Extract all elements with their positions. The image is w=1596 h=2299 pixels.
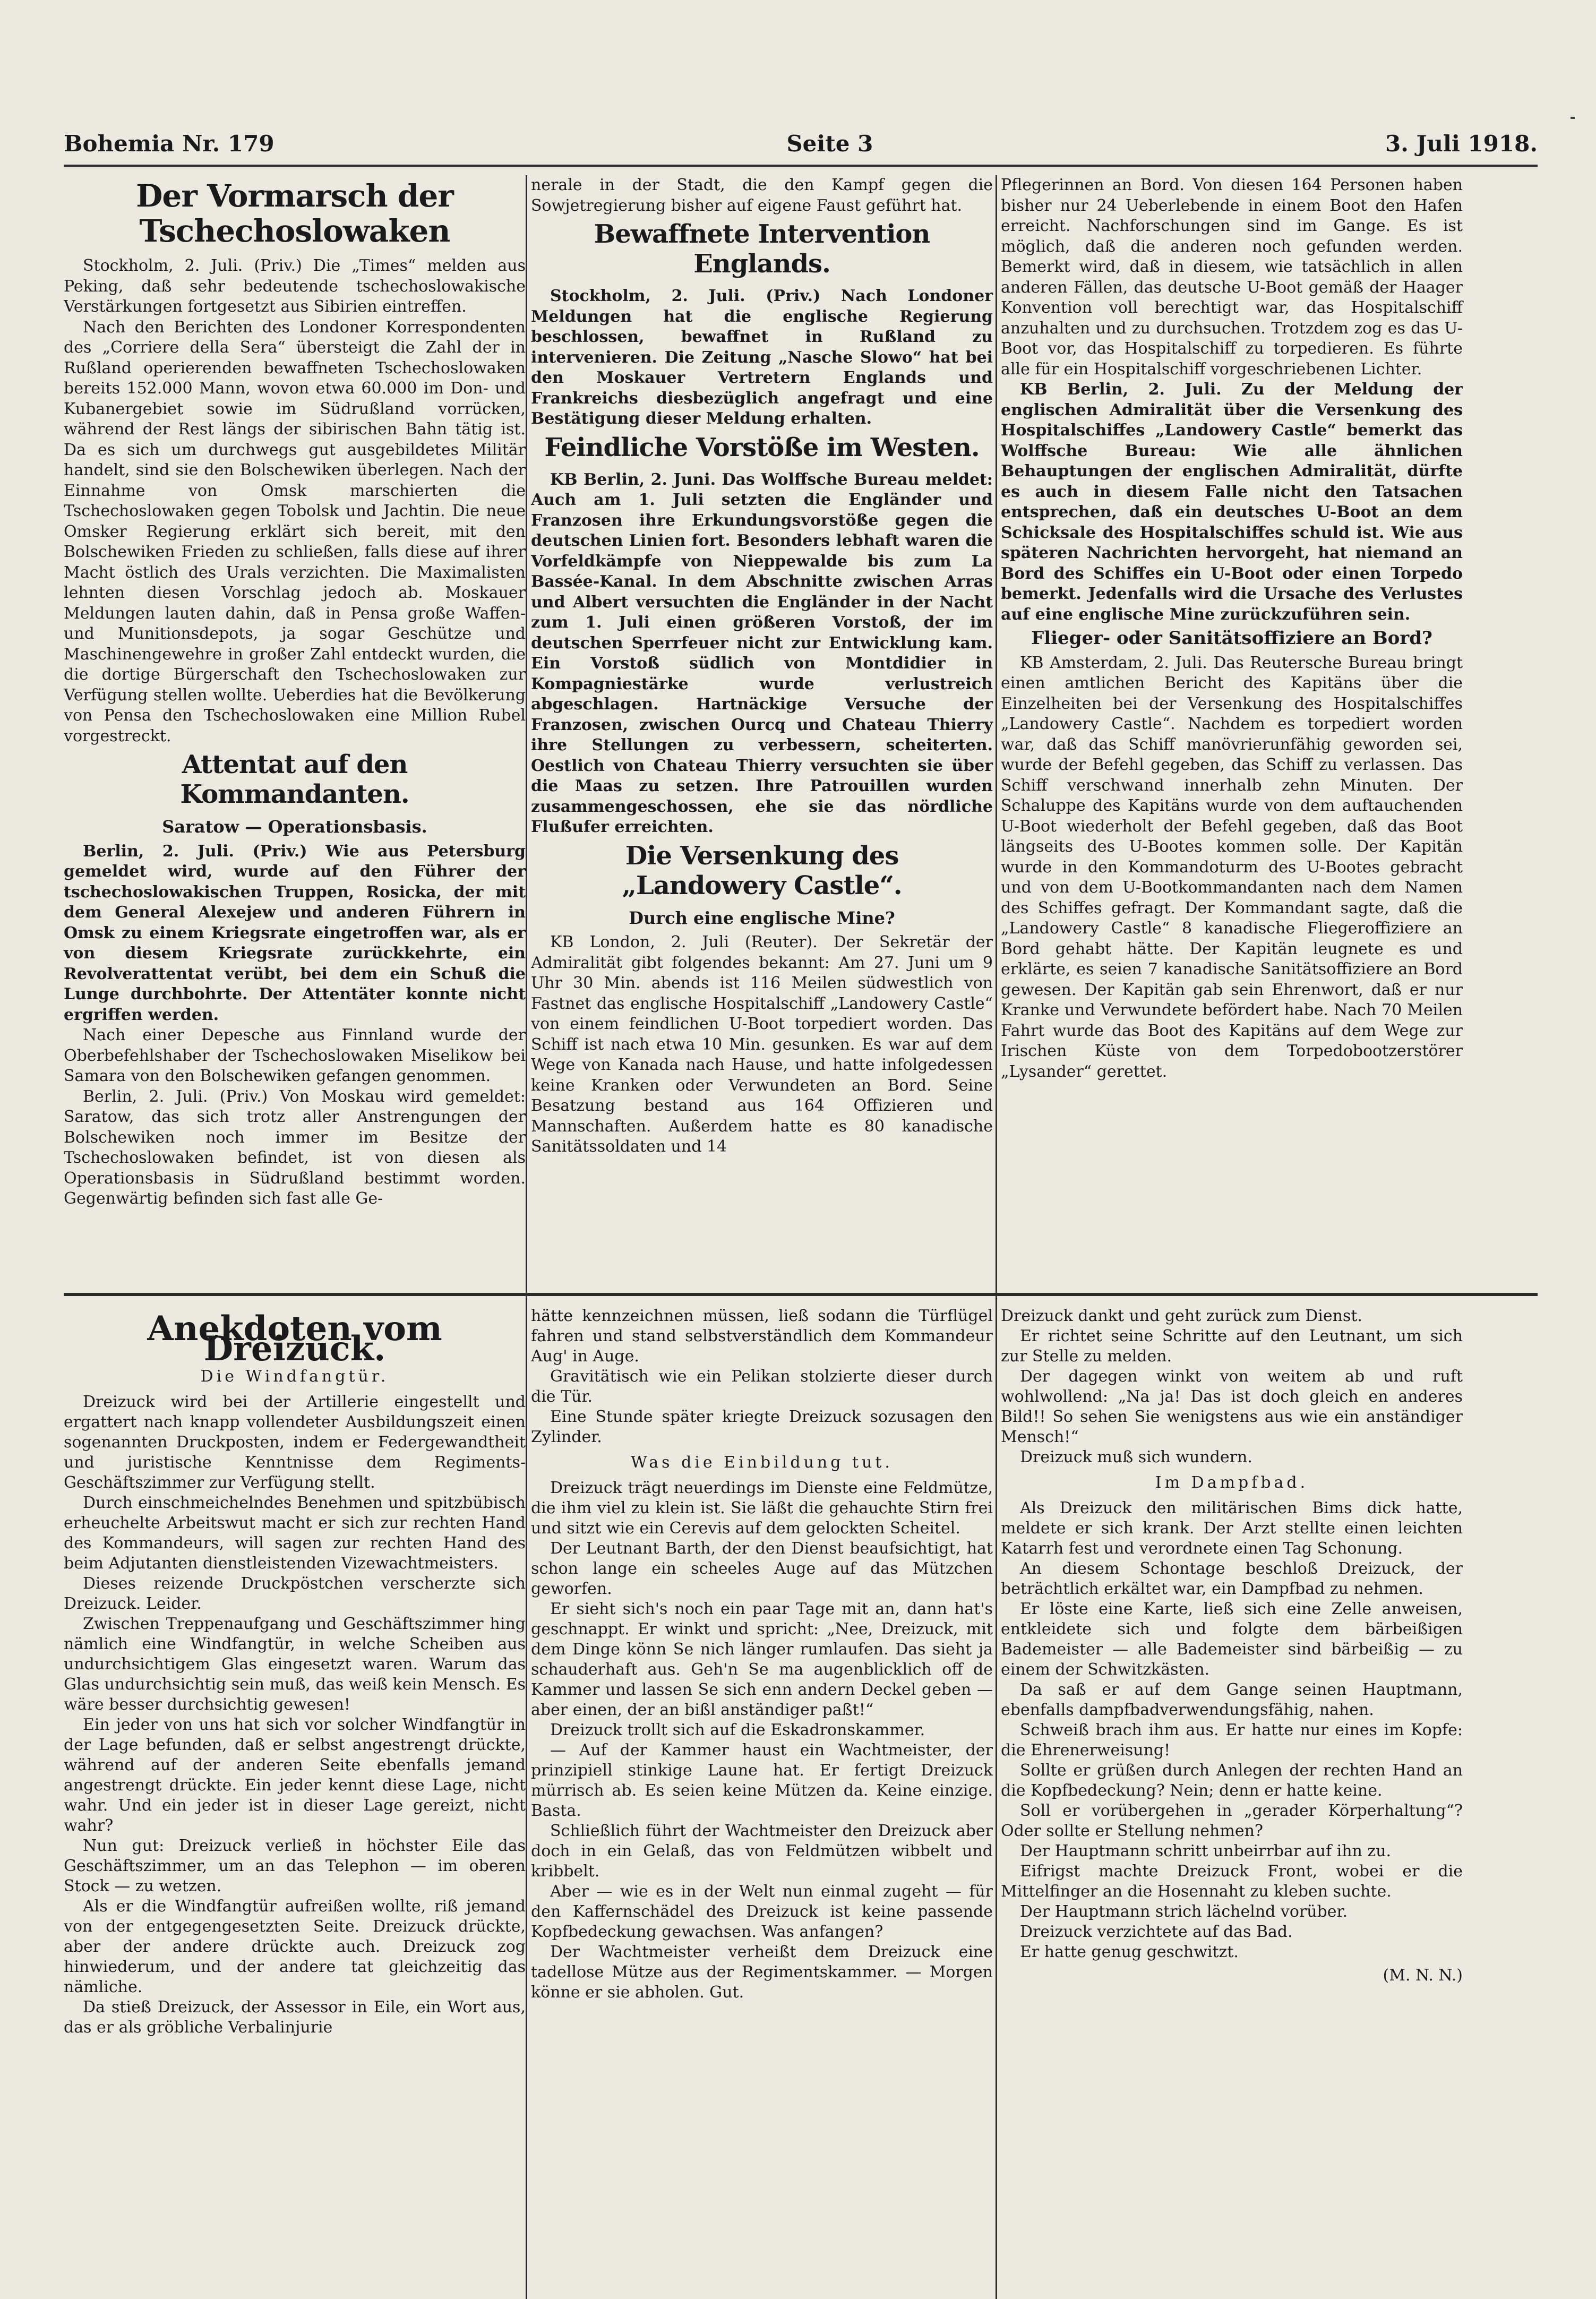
paragraph: An diesem Schontage beschloß Dreizuck, der beträchtlich erkältet war, ein Dampfbad zu nehmen. <box>1001 1559 1463 1598</box>
section-rule <box>64 1293 1538 1296</box>
column-2 <box>531 175 993 1157</box>
headline: „Landowery Castle“. <box>622 870 902 900</box>
paragraph: Der Wachtmeister verheißt dem Dreizuck eine tadellose Mütze aus der Regimentskammer. — Morgen könne er sie abholen. Gut. <box>531 1943 993 2002</box>
paragraph: Dreizuck wird bei der Artillerie eingestellt und ergattert nach knapp vollendeter Ausbildungszeit einen sogenannten Druckposten, indem er Federgewandtheit und juristische Kenntnisse dem Regiments-Geschäftszimmer zur Verfügung stellt. <box>64 1393 526 1492</box>
paragraph: KB Amsterdam, 2. Juli. Das Reutersche Bureau bringt einen amtlichen Bericht des Kapitäns über die Einzelheiten bei der Versenkung des Hospitalschiffes „Landowery Castle“. Nachdem es torpediert worden war, daß das Schiff manövrierunfähig geworden sei, wurde der Befehl gegeben, das Schiff zu verlassen. Das Schiff verschwand innerhalb zehn Minuten. Der Schaluppe des Kapitäns wurde von dem auftauchenden U-Boot wiederholt der Befehl gegeben, daß das Boot längseits des U-Bootes kommen solle. Der Kapitän wurde in den Kommandoturm des U-Bootes gebracht und von dem U-Bootkommandanten nach dem Namen des Schiffes gefragt. Der Kommandant sagte, daß die „Landowery Castle“ 8 kanadische Fliegeroffiziere an Bord gehabt hätte. Der Kapitän leugnete es und erklärte, es seien 7 kanadische Sanitätsoffiziere an Bord gewesen. Der Kapitän gab sein Ehrenwort, daß er nur Kranke und Verwundete befördert habe. Nach 70 Meilen Fahrt wurde das Boot des Kapitäns auf dem Wege zur Irischen Küste von dem Torpedobootzerstörer „Lysander“ gerettet. <box>1001 653 1463 1081</box>
paragraph: KB Berlin, 2. Juni. Das Wolffsche Bureau meldet: Auch am 1. Juli setzten die Engländer und Franzosen ihre Erkundungsvorstöße gegen die deutschen Linien fort. Besonders lebhaft waren die Vorfeldkämpfe von Nieppewalde bis zum La Bassée-Kanal. In dem Abschnitte zwischen Arras und Albert versuchten die Engländer in der Nacht zum 1. Juli einen größeren Vorstoß, der im deutschen Sperrfeuer nicht zur Entwicklung kam. Ein Vorstoß südlich von Montdidier in Kompagniestärke wurde verlustreich abgeschlagen. Hartnäckige Versuche der Franzosen, zwischen Ourcq und Chateau Thierry ihre Stellungen zu verbessern, scheiterten. Oestlich von Chateau Thierry versuchten sie über die Maas zu setzen. Ihre Patrouillen wurden zusammengeschossen, ehe sie das nördliche Flußufer erreichten. <box>531 470 993 836</box>
paragraph: Eifrigst machte Dreizuck Front, wobei er die Mittelfinger an die Hosennaht zu kleben suchte. <box>1001 1862 1463 1901</box>
author-signature: (M. N. N.) <box>1383 1966 1463 1985</box>
paragraph: Dieses reizende Druckpöstchen verscherzte sich Dreizuck. Leider. <box>64 1574 526 1613</box>
feuilleton-column-1 <box>64 1306 526 2038</box>
paragraph: hätte kennzeichnen müssen, ließ sodann die Türflügel fahren und stand selbstverständlich dem Kommandeur Aug' in Auge. <box>531 1307 993 1366</box>
subheadline: Die Windfangtür. <box>200 1367 389 1386</box>
paragraph: Berlin, 2. Juli. (Priv.) Von Moskau wird gemeldet: Saratow, das sich trotz aller Anstrengungen der Bolschewiken noch immer im Besitze der Tschechoslowaken befindet, ist von diesen als Operationsbasis in Südrußland bestimmt worden. Gegenwärtig befinden sich fast alle Ge- <box>64 1087 526 1208</box>
headline: Der Vormarsch der Tschechoslowaken <box>136 178 453 249</box>
paragraph: Nach den Berichten des Londoner Korrespondenten des „Corriere della Sera“ übersteigt die Zahl der in Rußland operierenden bewaffneten Tschechoslowaken bereits 152.000 Mann, wovon etwa 60.000 im Don- und Kubanergebiet sowie im Südrußland vorrücken, während der Rest längs der sibirischen Bahn tätig ist. Da es sich um durchwegs gut ausgebildetes Militär handelt, sind sie den Bolschewiken überlegen. Nach der Einnahme von Omsk marschierten die Tschechoslowaken gegen Tobolsk und Jachtin. Die neue Omsker Regierung erklärt sich bereit, mit den Bolschewiken Frieden zu schließen, falls diese auf ihrer Macht östlich des Urals verzichten. Die Maximalisten lehnten diesen Vorschlag jedoch ab. Moskauer Meldungen lauten dahin, daß in Pensa große Waffen- und Munitionsdepots, ja sogar Geschütze und Maschinengewehre in großer Zahl entdeckt wurden, die die dortige Bürgerschaft den Tschechoslowaken zur Verfügung stellen wollte. Ueberdies hat die Bevölkerung von Pensa den Tschechoslowaken eine Million Rubel vorgestreckt. <box>64 318 526 745</box>
subheadline: Saratow — Operationsbasis. <box>162 817 427 837</box>
paragraph: Der dagegen winkt von weitem ab und ruft wohlwollend: „Na ja! Das ist doch gleich en anderes Bild!! So sehen Sie wenigstens aus wie ein anständiger Mensch!“ <box>1001 1367 1463 1446</box>
paragraph: KB London, 2. Juli (Reuter). Der Sekretär der Admiralität gibt folgendes bekannt: Am 27. Juni um 9 Uhr 30 Min. abends ist 116 Meilen südwestlich von Fastnet das englische Hospitalschiff „Landowery Castle“ von einem feindlichen U-Boot torpediert worden. Das Schiff ist nach etwa 10 Min. gesunken. Es war auf dem Wege von Kanada nach Hause, und hatte infolgedessen keine Kranken oder Verwundeten an Bord. Seine Besatzung bestand aus 164 Offizieren und Mannschaften. Außerdem hatte es 80 kanadische Sanitätssoldaten und 14 <box>531 933 993 1156</box>
feuilleton-column-3 <box>1001 1306 1463 1986</box>
header-issue: Bohemia Nr. 179 <box>64 130 274 157</box>
subheadline: Im Dampfbad. <box>1155 1473 1309 1492</box>
headline: Die Versenkung des <box>625 840 899 871</box>
column-3 <box>1001 175 1463 1082</box>
paragraph: Pflegerinnen an Bord. Von diesen 164 Personen haben bisher nur 24 Ueberlebende in einem Boot den Hafen erreicht. Nachforschungen sind im Gange. Es ist möglich, daß die anderen noch gefunden werden. Bemerkt wird, daß in diesem, wie tatsächlich in allen anderen Fällen, das deutsche U-Boot gemäß der Haager Konvention voll berechtigt war, das Hospitalschiff anzuhalten und zu durchsuchen. Trotzdem zog es das U-Boot vor, das Hospitalschiff zu torpedieren. Es führte alle für ein Hospitalschiff vorgeschriebenen Lichter. <box>1001 176 1463 379</box>
paragraph: Der Hauptmann schritt unbeirrbar auf ihn zu. <box>1020 1842 1392 1860</box>
subheadline: Was die Einbildung tut. <box>631 1453 893 1472</box>
paragraph: Durch einschmeichelndes Benehmen und spitzbübisch erheuchelte Arbeitswut macht er sich zur rechten Hand des Kommandeurs, will sagen zur rechten Hand des beim Adjutanten dienstleistenden Vizewachtmeisters. <box>64 1494 526 1573</box>
subheadline: Durch eine englische Mine? <box>629 907 895 928</box>
headline: Flieger- oder Sanitätsoffiziere an Bord? <box>1031 628 1432 649</box>
paragraph: Zwischen Treppenaufgang und Geschäftszimmer hing nämlich eine Windfangtür, in welche Scheiben aus undurchsichtigem Glas eingesetzt waren. Warum das Glas undurchsichtig sein muß, das weiß kein Mensch. Es wäre besser durchsichtig gewesen! <box>64 1615 526 1714</box>
paragraph: Als Dreizuck den militärischen Bims dick hatte, meldete er sich krank. Der Arzt stellte einen leichten Katarrh fest und verordnete einen Tag Schonung. <box>1001 1499 1463 1558</box>
paragraph: Sollte er grüßen durch Anlegen der rechten Hand an die Kopfbedeckung? Nein; denn er hatte keine. <box>1001 1761 1463 1800</box>
paragraph: Schließlich führt der Wachtmeister den Dreizuck aber doch in ein Gelaß, das von Feldmützen wibbelt und kribbelt. <box>531 1822 993 1881</box>
headline: Anekdoten vom Dreizuck. <box>147 1309 442 1369</box>
paragraph: Er hatte genug geschwitzt. <box>1020 1943 1239 1961</box>
paragraph: Der Leutnant Barth, der den Dienst beaufsichtigt, hat schon lange ein scheeles Auge auf das Mützchen geworfen. <box>531 1539 993 1598</box>
paragraph: Stockholm, 2. Juli. (Priv.) Die „Times“ melden aus Peking, daß sehr bedeutende tschechoslowakische Verstärkungen fortgesetzt aus Sibirien eintreffen. <box>64 256 526 316</box>
header-page: Seite 3 <box>786 130 873 157</box>
paragraph: Dreizuck verzichtete auf das Bad. <box>1020 1923 1293 1941</box>
paragraph: Als er die Windfangtür aufreißen wollte, riß jemand von der entgegengesetzten Seite. Dreizuck drückte, aber der andere drückte auch. Dreizuck zog hinwiederum, und der andere tat gleichzeitig das nämliche. <box>64 1897 526 1996</box>
paragraph: Soll er vorübergehen in „gerader Körperhaltung“? Oder sollte er Stellung nehmen? <box>1001 1802 1463 1840</box>
header-date: 3. Juli 1918. <box>1385 130 1538 157</box>
paragraph: Ein jeder von uns hat sich vor solcher Windfangtür in der Lage befunden, daß er selbst angestrengt drückte, während auf der anderen Seite ebenfalls jemand angestrengt drückte. Ein jeder kennt diese Lage, nicht wahr. Und ein jeder ist in dieser Lage gereizt, nicht wahr? <box>64 1715 526 1835</box>
paragraph: Nun gut: Dreizuck verließ in höchster Eile das Geschäftszimmer, um an das Telephon — im oberen Stock — zu wetzen. <box>64 1837 526 1895</box>
paragraph: Schweiß brach ihm aus. Er hatte nur eines im Kopfe: die Ehrenerweisung! <box>1001 1721 1463 1760</box>
paragraph: Er löste eine Karte, ließ sich eine Zelle anweisen, entkleidete sich und folgte dem bärbeißigen Bademeister — alle Bademeister sind bärbeißig — zu einem der Schwitzkästen. <box>1001 1600 1463 1679</box>
paragraph: Der Hauptmann strich lächelnd vorüber. <box>1020 1902 1348 1921</box>
paragraph: Gravitätisch wie ein Pelikan stolzierte dieser durch die Tür. <box>531 1367 993 1406</box>
column-1 <box>64 175 526 1209</box>
paragraph: Dreizuck trägt neuerdings im Dienste eine Feldmütze, die ihm viel zu klein ist. Sie läßt die gehauchte Stirn frei und sitzt wie ein Cerevis auf dem gelockten Scheitel. <box>531 1479 993 1538</box>
paragraph: Eine Stunde später kriegte Dreizuck sozusagen den Zylinder. <box>531 1408 993 1446</box>
paragraph: nerale in der Stadt, die den Kampf gegen die Sowjetregierung bisher auf eigene Faust geführt hat. <box>531 176 993 215</box>
paragraph: Er sieht sich's noch ein paar Tage mit an, dann hat's geschnappt. Er winkt und spricht: „Nee, Dreizuck, mit dem Dinge könn Se nich länger rumlaufen. Das sieht ja schauderhaft aus. Geh'n Se ma augenblicklich off de Kammer und lassen Se sich enn andern Deckel geben — aber einen, der an bißl anständiger paßt!“ <box>531 1600 993 1719</box>
feuilleton-column-2 <box>531 1306 993 2003</box>
column-rule <box>526 175 527 2299</box>
paragraph: — Auf der Kammer haust ein Wachtmeister, der prinzipiell stinkige Laune hat. Er fertigt Dreizuck mürrisch ab. Es seien keine Mützen da. Keine einzige. Basta. <box>531 1741 993 1820</box>
page-edge-mark <box>1571 117 1575 119</box>
paragraph: Dreizuck muß sich wundern. <box>1020 1448 1252 1466</box>
headline: Feindliche Vorstöße im Westen. <box>544 432 980 462</box>
paragraph: Dreizuck dankt und geht zurück zum Dienst. <box>1001 1307 1362 1325</box>
paragraph: Stockholm, 2. Juli. (Priv.) Nach Londoner Meldungen hat die englische Regierung beschlossen, bewaffnet in Rußland zu intervenieren. Die Zeitung „Nasche Slowo“ hat bei den Moskauer Vertretern Englands und Frankreichs diesbezüglich angefragt und eine Bestätigung dieser Meldung erhalten. <box>531 287 993 428</box>
headline: Bewaffnete Intervention Englands. <box>594 219 930 279</box>
paragraph: KB Berlin, 2. Juli. Zu der Meldung der englischen Admiralität über die Versenkung des Hospitalschiffes „Landowery Castle“ bemerkt das Wolffsche Bureau: Wie alle ähnlichen Behauptungen der englischen Admiralität, dürfte es auch in diesem Falle nicht den Tatsachen entsprechen, daß ein deutsches U-Boot an dem Schicksale des Hospitalschiffes schuld ist. Wie aus späteren Nachrichten hervorgeht, hat niemand an Bord des Schiffes ein U-Boot oder einen Torpedo bemerkt. Jedenfalls wird die Ursache des Verlustes auf eine englische Mine zurückzuführen sein. <box>1001 380 1463 624</box>
page-header <box>64 122 1538 167</box>
headline: Attentat auf den Kommandanten. <box>180 750 409 809</box>
paragraph: Dreizuck trollt sich auf die Eskadronskammer. <box>550 1721 925 1739</box>
paragraph: Da stieß Dreizuck, der Assessor in Eile, ein Wort aus, das er als gröbliche Verbalinjurie <box>64 1998 526 2037</box>
paragraph: Berlin, 2. Juli. (Priv.) Wie aus Petersburg gemeldet wird, wurde auf den Führer der tschechoslowakischen Truppen, Rosicka, der mit dem General Alexejew und anderen Führern in Omsk zu einem Kriegsrate eingetroffen war, als er von diesem Kriegsrate zurückkehrte, ein Revolverattentat verübt, bei dem ein Schuß die Lunge durchbohrte. Der Attentäter konnte nicht ergriffen werden. <box>64 842 526 1024</box>
paragraph: Er richtet seine Schritte auf den Leutnant, um sich zur Stelle zu melden. <box>1001 1327 1463 1366</box>
paragraph: Aber — wie es in der Welt nun einmal zugeht — für den Kaffernschädel des Dreizuck ist keine passende Kopfbedeckung gewachsen. Was anfangen? <box>531 1882 993 1941</box>
paragraph: Nach einer Depesche aus Finnland wurde der Oberbefehlshaber der Tschechoslowaken Miselikow bei Samara von den Bolschewiken gefangen genommen. <box>64 1026 526 1085</box>
column-rule <box>996 175 997 2299</box>
paragraph: Da saß er auf dem Gange seinen Hauptmann, ebenfalls dampfbadverwendungsfähig, nahen. <box>1001 1680 1463 1719</box>
